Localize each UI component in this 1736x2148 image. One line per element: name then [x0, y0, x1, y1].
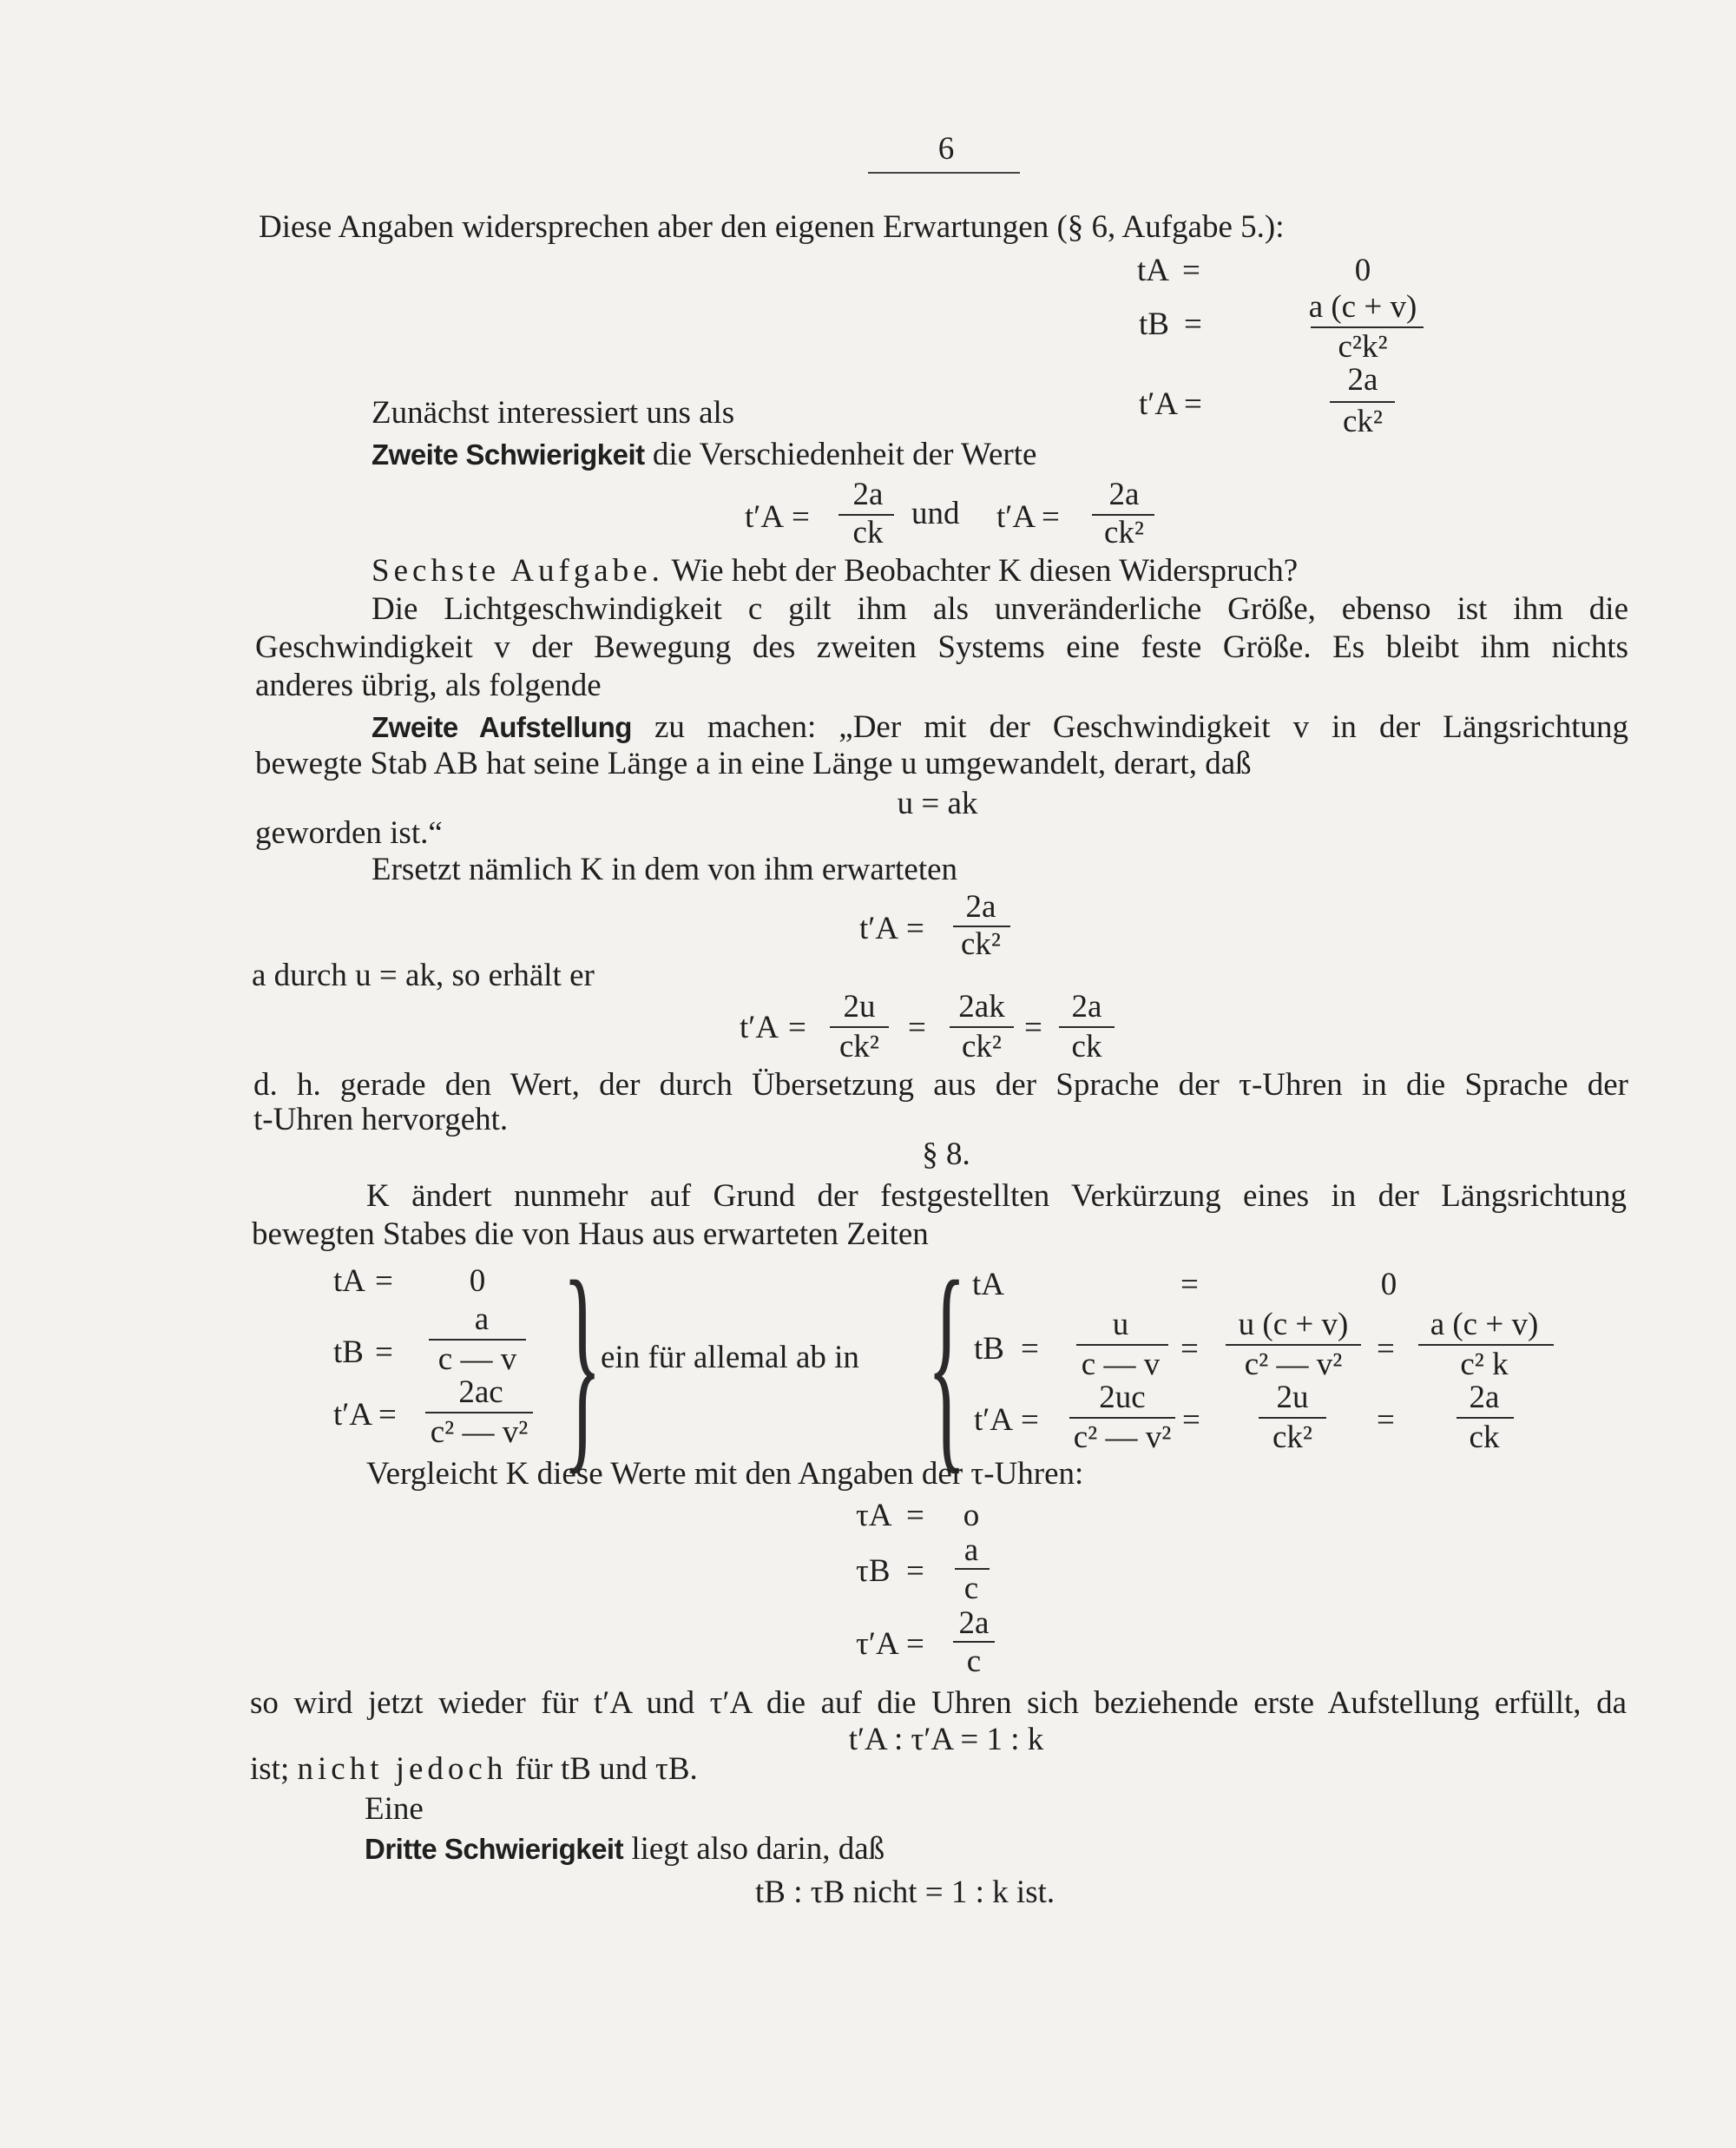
math-symbol: = [1377, 1331, 1395, 1367]
left-brace: { [927, 1234, 967, 1493]
fraction-denominator: c² — v² [1073, 1420, 1172, 1455]
text-line: Zweite Aufstellung zu machen: „Der mit der Geschwindigkeit v in der Längsrichtung [372, 709, 1628, 745]
math-symbol: tA [333, 1263, 365, 1299]
text-line: Geschwindigkeit v der Bewegung des zweiten Systems eine feste Größe. Es bleibt ihm nichts [255, 629, 1628, 665]
fraction-bar [1069, 1417, 1175, 1419]
fraction-bar [830, 1026, 889, 1028]
math-symbol: t′A [996, 499, 1036, 535]
fraction-numerator: 2uc [1099, 1380, 1146, 1415]
fraction-bar [1259, 1417, 1326, 1419]
fraction-bar [1059, 1026, 1115, 1028]
fraction-numerator: a (c + v) [1430, 1307, 1539, 1342]
math-symbol: τA [856, 1498, 892, 1533]
math-symbol: τ′A [856, 1626, 899, 1662]
bold-term: Zweite Aufstellung [372, 711, 632, 743]
bold-term: Zweite Schwierigkeit [372, 438, 645, 471]
fraction-bar [950, 1026, 1014, 1028]
fraction-bar [1226, 1344, 1361, 1346]
math-symbol: t′A [1139, 386, 1179, 422]
equation: tB : τB nicht = 1 : k ist. [755, 1875, 1055, 1910]
fraction-denominator: c² — v² [430, 1414, 529, 1450]
fraction-numerator: 2a [1347, 362, 1378, 398]
math-symbol: = [1377, 1402, 1395, 1438]
math-symbol: = [906, 1553, 924, 1589]
math-value: o [963, 1498, 980, 1533]
fraction-numerator: 2ak [958, 989, 1005, 1025]
fraction-denominator: c — v [1081, 1347, 1161, 1382]
fraction-bar [953, 1641, 995, 1643]
math-symbol: t′A [974, 1402, 1014, 1438]
fraction-denominator: ck [1071, 1029, 1102, 1064]
text-line: bewegte Stab AB hat seine Länge a in eine Länge u umgewandelt, derart, daß [255, 746, 1252, 781]
fraction-numerator: u [1112, 1307, 1129, 1342]
fraction-bar [429, 1339, 526, 1341]
fraction-denominator: c² — v² [1244, 1347, 1343, 1382]
fraction-denominator: c [963, 1571, 979, 1606]
fraction-denominator: ck [852, 515, 884, 550]
fraction-denominator: c² k [1460, 1347, 1509, 1382]
math-symbol: t′A [859, 911, 899, 946]
fraction-bar [1076, 1344, 1168, 1346]
fraction-numerator: 2a [1108, 477, 1140, 512]
math-symbol: = [1184, 386, 1202, 422]
math-symbol: t′A [745, 499, 785, 535]
fraction-numerator: 2u [1276, 1380, 1309, 1415]
math-symbol: = [375, 1334, 393, 1370]
fraction-denominator: c [966, 1644, 982, 1679]
fraction-numerator: 2a [852, 477, 884, 512]
text-line: ist; nicht jedoch für tB und τB. [250, 1751, 698, 1787]
fraction-denominator: ck² [838, 1029, 879, 1064]
math-symbol: = [1180, 1267, 1199, 1302]
text-line: Diese Angaben widersprechen aber den eigenen Erwartungen (§ 6, Aufgabe 5.): [259, 209, 1285, 245]
fraction-numerator: 2a [1071, 989, 1102, 1025]
math-symbol: t′A [740, 1010, 779, 1045]
text-word: und [911, 496, 960, 531]
math-symbol: = [1021, 1402, 1039, 1438]
text-line: Ersetzt nämlich K in dem von ihm erwarteten [372, 852, 958, 887]
fraction-denominator: ck² [961, 1029, 1002, 1064]
text-line: Vergleicht K diese Werte mit den Angaben der τ-Uhren: [366, 1456, 1084, 1492]
math-symbol: = [375, 1263, 393, 1299]
text-line: Zweite Schwierigkeit die Verschiedenheit der Werte [372, 437, 1037, 472]
header-rule [868, 172, 1020, 174]
fraction-numerator: 2ac [458, 1374, 503, 1410]
math-symbol: = [1184, 306, 1202, 342]
math-symbol: = [908, 1010, 926, 1045]
text-line: Dritte Schwierigkeit liegt also darin, daß [365, 1831, 885, 1867]
fraction-bar [1311, 326, 1424, 328]
right-brace: } [562, 1234, 602, 1493]
math-symbol: = [906, 911, 924, 946]
math-symbol: tA [1137, 253, 1169, 288]
math-symbol: = [1180, 1331, 1199, 1367]
math-symbol: tB [1139, 306, 1169, 342]
text-line: a durch u = ak, so erhält er [252, 958, 595, 993]
text-line: bewegten Stabes die von Haus aus erwarteten Zeiten [252, 1216, 929, 1252]
page-number: 6 [937, 131, 955, 167]
math-symbol: tB [974, 1331, 1004, 1367]
math-symbol: = [788, 1010, 806, 1045]
text-line: t-Uhren hervorgeht. [253, 1102, 509, 1137]
math-symbol: = [1021, 1331, 1039, 1367]
math-symbol: τB [856, 1553, 891, 1589]
fraction-denominator: ck² [960, 926, 1001, 962]
fraction-denominator: ck² [1342, 404, 1383, 439]
fraction-numerator: 2a [965, 889, 996, 925]
fraction-numerator: a [963, 1532, 979, 1568]
math-value: 0 [1354, 253, 1371, 288]
bold-term: Dritte Schwierigkeit [365, 1833, 624, 1865]
text-line: Sechste Aufgabe. Wie hebt der Beobachter K diesen Widerspruch? [372, 553, 1299, 589]
fraction-numerator: 2a [958, 1605, 990, 1641]
math-symbol: = [378, 1397, 397, 1433]
fraction-denominator: ck² [1272, 1420, 1312, 1455]
math-symbol: = [1024, 1010, 1042, 1045]
math-symbol: = [1182, 253, 1200, 288]
fraction-bar [1457, 1417, 1514, 1419]
fraction-bar [1418, 1344, 1554, 1346]
math-symbol: t′A [333, 1397, 373, 1433]
fraction-numerator: u (c + v) [1238, 1307, 1349, 1342]
text-line: anderes übrig, als folgende [255, 668, 602, 703]
equation: t′A : τ′A = 1 : k [848, 1722, 1044, 1757]
fraction-bar [955, 1568, 990, 1570]
text-line: d. h. gerade den Wert, der durch Übersetzung aus der Sprache der τ-Uhren in die Sprache der [253, 1067, 1628, 1103]
text-line: so wird jetzt wieder für t′A und τ′A die auf die Uhren sich beziehende erste Aufstellung erfüllt, da [250, 1685, 1627, 1721]
fraction-bar [1330, 401, 1395, 403]
math-symbol: tA [972, 1267, 1004, 1302]
math-value: 0 [1380, 1267, 1397, 1302]
text-line: Die Lichtgeschwindigkeit c gilt ihm als unveränderliche Größe, ebenso ist ihm die [372, 591, 1628, 627]
math-symbol: = [1182, 1402, 1200, 1438]
fraction-numerator: a (c + v) [1308, 289, 1417, 325]
section-heading: § 8. [922, 1137, 970, 1172]
text-phrase: ein für allemal ab in [601, 1340, 859, 1375]
math-symbol: = [906, 1498, 924, 1533]
fraction-denominator: c — v [437, 1341, 517, 1377]
text-line: geworden ist.“ [255, 815, 443, 851]
fraction-denominator: ck² [1103, 515, 1144, 550]
math-symbol: = [1042, 499, 1060, 535]
fraction-numerator: a [474, 1301, 490, 1337]
text-line: K ändert nunmehr auf Grund der festgestellten Verkürzung eines in der Längsrichtung [366, 1178, 1627, 1214]
math-value: 0 [469, 1263, 486, 1299]
math-symbol: = [906, 1626, 924, 1662]
fraction-numerator: 2u [843, 989, 876, 1025]
equation: u = ak [897, 786, 978, 821]
math-symbol: = [792, 499, 810, 535]
text-line: Zunächst interessiert uns als [372, 395, 735, 431]
math-symbol: tB [333, 1334, 364, 1370]
fraction-denominator: ck [1469, 1420, 1500, 1455]
fraction-bar [425, 1412, 533, 1413]
fraction-numerator: 2a [1469, 1380, 1500, 1415]
fraction-denominator: c²k² [1338, 329, 1388, 365]
text-line: Eine [365, 1791, 424, 1827]
